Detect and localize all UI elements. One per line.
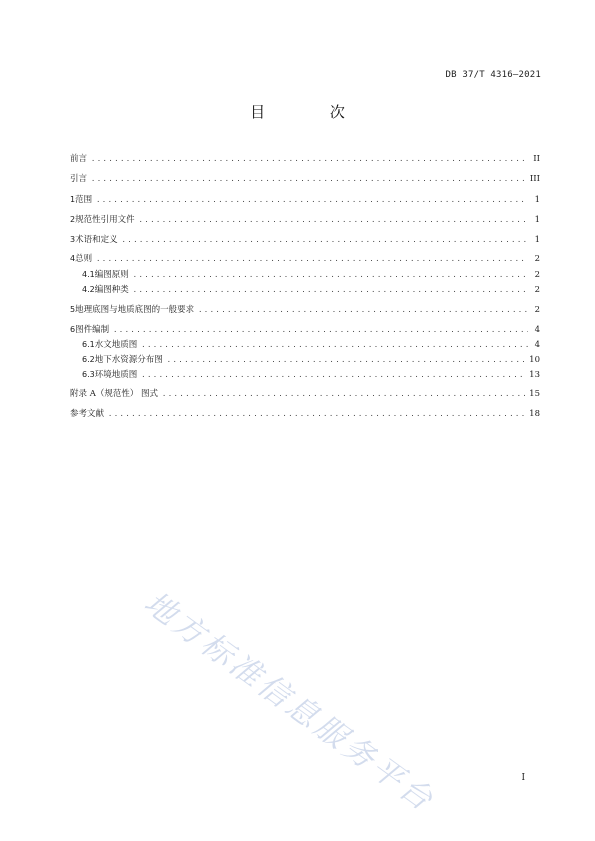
toc-entry-label: 附录 A（规范性） 图式: [70, 388, 159, 399]
toc-leader-dots: [122, 233, 528, 248]
toc-entry-number: 6.3: [82, 370, 95, 380]
toc-entry-label: 引言: [70, 173, 88, 184]
toc-entry-page: 15: [529, 388, 540, 399]
toc-entry-page: 10: [529, 354, 540, 365]
toc-entry-number: 2: [70, 214, 76, 224]
toc-entry-bibliography[interactable]: [70, 407, 540, 422]
toc-entry-map-compilation[interactable]: [70, 322, 540, 337]
table-of-contents: [70, 152, 540, 422]
toc-entry-introduction[interactable]: [70, 172, 540, 187]
toc-entry-appendix-a[interactable]: [70, 387, 540, 402]
toc-leader-dots: [141, 338, 528, 353]
toc-entry-label: 参考文献: [70, 408, 105, 419]
toc-leader-dots: [139, 213, 528, 228]
toc-entry-label: 术语和定义: [75, 234, 118, 245]
toc-entry-label: 水文地质图: [94, 339, 138, 350]
toc-entry-page: 4: [534, 324, 540, 335]
toc-entry-terms-definitions[interactable]: [70, 232, 540, 247]
toc-entry-number: 1: [70, 194, 76, 204]
toc-entry-number: 3: [70, 234, 76, 244]
toc-entry-scope[interactable]: [70, 192, 540, 207]
toc-leader-dots: [167, 353, 525, 368]
toc-entry-page: 18: [529, 408, 540, 419]
toc-entry-page: 1: [534, 194, 540, 205]
toc-entry-page: 2: [534, 284, 540, 295]
toc-entry-groundwater-resources-map[interactable]: [70, 352, 540, 367]
toc-entry-label: 编图原则: [94, 269, 129, 280]
toc-entry-foreword[interactable]: [70, 152, 540, 167]
toc-entry-base-map-requirements[interactable]: [70, 302, 540, 317]
page-title: 目 次: [250, 103, 375, 121]
toc-leader-dots: [141, 368, 525, 383]
toc-entry-label: 图件编制: [75, 324, 110, 335]
toc-entry-environmental-geology-map[interactable]: [70, 367, 540, 382]
toc-entry-page: 1: [534, 214, 540, 225]
toc-leader-dots: [91, 172, 526, 187]
toc-entry-number: 4.2: [82, 284, 95, 294]
toc-entry-number: 5: [70, 304, 76, 314]
document-code: DB 37/T 4316—2021: [445, 70, 541, 80]
toc-entry-label: 规范性引用文件: [75, 214, 135, 225]
toc-entry-number: 6.2: [82, 354, 95, 364]
toc-entry-general-rules[interactable]: [70, 251, 540, 266]
toc-entry-number: 4.1: [82, 269, 95, 279]
toc-entry-label: 地理底图与地质底图的一般要求: [75, 304, 195, 315]
toc-entry-label: 范围: [75, 194, 93, 205]
toc-entry-number: 4: [70, 254, 76, 264]
toc-entry-page: 1: [534, 234, 540, 245]
toc-entry-label: 总则: [75, 254, 93, 265]
toc-entry-number: 6: [70, 324, 76, 334]
toc-leader-dots: [133, 283, 528, 298]
toc-leader-dots: [133, 268, 528, 283]
watermark: 地方标准信息服务平台: [137, 584, 442, 820]
toc-entry-compilation-principles[interactable]: [70, 267, 540, 282]
toc-leader-dots: [96, 193, 528, 208]
toc-leader-dots: [108, 407, 525, 422]
toc-leader-dots: [162, 387, 525, 402]
toc-entry-page: 2: [534, 304, 540, 315]
toc-entry-label: 前言: [70, 154, 88, 164]
toc-entry-page: III: [529, 173, 540, 184]
toc-entry-page: II: [533, 154, 540, 164]
toc-entry-label: 地下水资源分布图: [94, 354, 163, 365]
toc-leader-dots: [96, 252, 528, 267]
toc-entry-number: 6.1: [82, 339, 95, 349]
toc-entry-page: 2: [534, 269, 540, 280]
toc-entry-map-types[interactable]: [70, 282, 540, 297]
toc-leader-dots: [113, 323, 528, 338]
toc-entry-page: 13: [529, 370, 540, 381]
toc-entry-label: 环境地质图: [94, 370, 138, 381]
toc-leader-dots: [91, 152, 528, 167]
page-number: I: [521, 773, 525, 783]
toc-entry-label: 编图种类: [94, 284, 129, 295]
toc-entry-hydrogeological-map[interactable]: [70, 337, 540, 352]
toc-entry-page: 4: [534, 339, 540, 350]
toc-leader-dots: [198, 303, 528, 318]
toc-entry-page: 2: [534, 254, 540, 265]
toc-entry-normative-references[interactable]: [70, 212, 540, 227]
